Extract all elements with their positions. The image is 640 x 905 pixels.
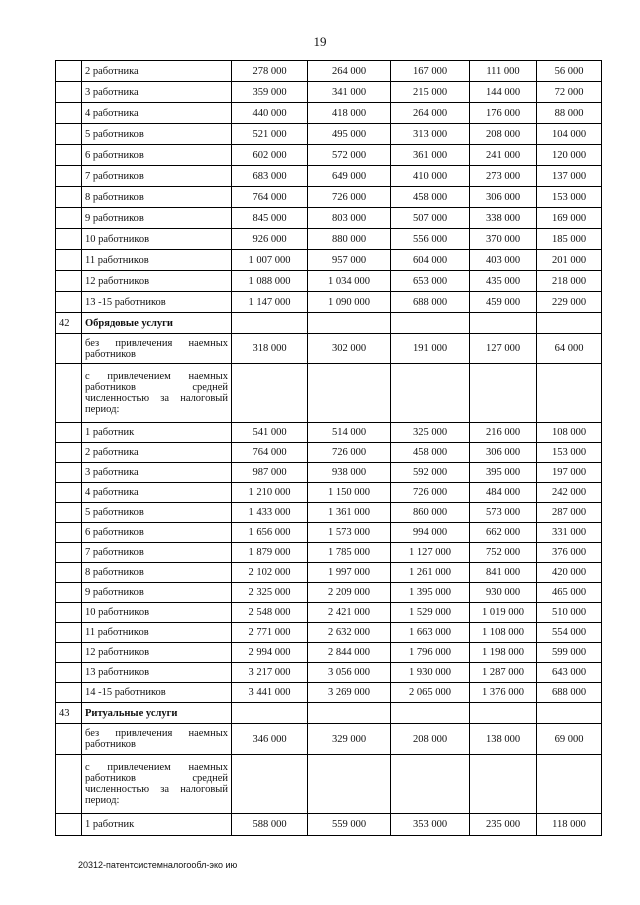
value-cell: 1 529 000 [391,603,470,623]
value-cell: 153 000 [537,187,602,208]
value-cell: 559 000 [308,814,391,836]
row-label-cell: без привлечения наемных работников [82,334,232,364]
table-row [56,61,602,82]
table-row [56,145,602,166]
value-cell: 926 000 [232,229,308,250]
value-cell: 1 127 000 [391,543,470,563]
table-row [56,443,602,463]
value-cell: 930 000 [470,583,537,603]
value-cell: 169 000 [537,208,602,229]
value-cell: 458 000 [391,187,470,208]
row-label-cell: 13 -15 работников [82,292,232,313]
value-cell: 510 000 [537,603,602,623]
value-cell: 726 000 [391,483,470,503]
value-cell [391,364,470,423]
row-label-cell: 3 работника [82,82,232,103]
row-label-cell: 6 работников [82,523,232,543]
value-cell: 2 632 000 [308,623,391,643]
row-number-cell [56,61,82,82]
table-row [56,187,602,208]
row-label-cell: 12 работников [82,643,232,663]
row-number-cell: 42 [56,313,82,334]
row-label-cell: 4 работника [82,483,232,503]
row-label-cell: 9 работников [82,583,232,603]
table-row [56,663,602,683]
value-cell: 341 000 [308,82,391,103]
value-cell: 108 000 [537,423,602,443]
table-row [56,523,602,543]
value-cell: 938 000 [308,463,391,483]
value-cell: 458 000 [391,443,470,463]
value-cell: 957 000 [308,250,391,271]
value-cell: 764 000 [232,443,308,463]
row-label-cell: 2 работника [82,443,232,463]
row-label-cell: 8 работников [82,187,232,208]
value-cell: 370 000 [470,229,537,250]
row-number-cell [56,124,82,145]
value-cell: 1 034 000 [308,271,391,292]
value-cell: 521 000 [232,124,308,145]
value-cell: 208 000 [391,724,470,755]
value-cell: 410 000 [391,166,470,187]
table-row [56,683,602,703]
table-row [56,208,602,229]
row-number-cell [56,724,82,755]
value-cell: 573 000 [470,503,537,523]
row-number-cell [56,292,82,313]
value-cell: 118 000 [537,814,602,836]
value-cell [537,364,602,423]
row-label-cell: 6 работников [82,145,232,166]
table-row [56,229,602,250]
value-cell: 1 361 000 [308,503,391,523]
value-cell [308,703,391,724]
value-cell: 176 000 [470,103,537,124]
value-cell: 1 019 000 [470,603,537,623]
value-cell: 2 102 000 [232,563,308,583]
value-cell [391,703,470,724]
value-cell: 592 000 [391,463,470,483]
value-cell: 56 000 [537,61,602,82]
row-label-cell: 9 работников [82,208,232,229]
value-cell: 346 000 [232,724,308,755]
table-row [56,755,602,814]
value-cell [391,755,470,814]
value-cell: 572 000 [308,145,391,166]
table-row [56,103,602,124]
row-label-cell: без привлечения наемных работников [82,724,232,755]
value-cell: 1 376 000 [470,683,537,703]
value-cell: 338 000 [470,208,537,229]
value-cell: 264 000 [308,61,391,82]
value-cell: 588 000 [232,814,308,836]
value-cell [308,364,391,423]
value-cell: 127 000 [470,334,537,364]
row-number-cell [56,103,82,124]
value-cell: 325 000 [391,423,470,443]
value-cell: 420 000 [537,563,602,583]
value-cell: 2 844 000 [308,643,391,663]
value-cell: 752 000 [470,543,537,563]
value-cell [232,364,308,423]
value-cell: 395 000 [470,463,537,483]
row-number-cell [56,583,82,603]
value-cell [308,755,391,814]
row-label-cell: 1 работник [82,423,232,443]
row-number-cell [56,364,82,423]
value-cell: 273 000 [470,166,537,187]
value-cell: 507 000 [391,208,470,229]
table-row [56,82,602,103]
value-cell: 602 000 [232,145,308,166]
value-cell: 302 000 [308,334,391,364]
value-cell: 1 150 000 [308,483,391,503]
table-row [56,623,602,643]
row-number-cell [56,623,82,643]
row-label-cell: 13 работников [82,663,232,683]
row-number-cell: 43 [56,703,82,724]
row-label-cell: 7 работников [82,543,232,563]
value-cell: 1 088 000 [232,271,308,292]
row-label-cell: 12 работников [82,271,232,292]
row-number-cell [56,683,82,703]
value-cell: 556 000 [391,229,470,250]
value-cell: 88 000 [537,103,602,124]
value-cell: 726 000 [308,187,391,208]
row-number-cell [56,187,82,208]
value-cell: 3 441 000 [232,683,308,703]
value-cell: 216 000 [470,423,537,443]
value-cell: 153 000 [537,443,602,463]
value-cell: 306 000 [470,443,537,463]
value-cell: 1 997 000 [308,563,391,583]
value-cell: 329 000 [308,724,391,755]
row-label-cell: 10 работников [82,229,232,250]
value-cell: 643 000 [537,663,602,683]
value-cell: 1 395 000 [391,583,470,603]
value-cell [232,313,308,334]
value-cell: 278 000 [232,61,308,82]
value-cell: 2 065 000 [391,683,470,703]
value-cell: 1 930 000 [391,663,470,683]
row-number-cell [56,229,82,250]
value-cell: 599 000 [537,643,602,663]
value-cell: 264 000 [391,103,470,124]
value-cell: 465 000 [537,583,602,603]
table-body [56,61,602,836]
value-cell: 2 421 000 [308,603,391,623]
value-cell: 353 000 [391,814,470,836]
value-cell: 554 000 [537,623,602,643]
value-cell: 331 000 [537,523,602,543]
value-cell: 662 000 [470,523,537,543]
value-cell: 313 000 [391,124,470,145]
value-cell: 104 000 [537,124,602,145]
value-cell: 3 217 000 [232,663,308,683]
row-number-cell [56,643,82,663]
value-cell: 1 007 000 [232,250,308,271]
value-cell: 845 000 [232,208,308,229]
value-cell: 1 879 000 [232,543,308,563]
value-cell [391,313,470,334]
value-cell: 418 000 [308,103,391,124]
value-cell: 287 000 [537,503,602,523]
value-cell: 185 000 [537,229,602,250]
value-cell: 1 433 000 [232,503,308,523]
row-number-cell [56,563,82,583]
section-title-cell: Обрядовые услуги [82,313,232,334]
value-cell: 1 796 000 [391,643,470,663]
value-cell: 3 269 000 [308,683,391,703]
value-cell: 229 000 [537,292,602,313]
row-number-cell [56,271,82,292]
value-cell [470,313,537,334]
row-label-cell: 5 работников [82,503,232,523]
tax-rates-table [55,60,602,836]
value-cell [470,755,537,814]
row-label-cell: 3 работника [82,463,232,483]
value-cell: 514 000 [308,423,391,443]
value-cell: 2 548 000 [232,603,308,623]
value-cell: 1 090 000 [308,292,391,313]
table-row [56,603,602,623]
value-cell: 541 000 [232,423,308,443]
value-cell [537,755,602,814]
table-row [56,313,602,334]
table-row [56,463,602,483]
row-label-cell: 8 работников [82,563,232,583]
table-row [56,166,602,187]
value-cell: 218 000 [537,271,602,292]
value-cell [470,364,537,423]
section-title-cell: Ритуальные услуги [82,703,232,724]
value-cell [537,703,602,724]
value-cell: 306 000 [470,187,537,208]
value-cell [470,703,537,724]
table-row [56,724,602,755]
table-row [56,503,602,523]
row-label-cell: 10 работников [82,603,232,623]
value-cell: 860 000 [391,503,470,523]
row-label-cell: 1 работник [82,814,232,836]
value-cell: 841 000 [470,563,537,583]
table-row [56,364,602,423]
value-cell: 803 000 [308,208,391,229]
value-cell: 403 000 [470,250,537,271]
value-cell: 242 000 [537,483,602,503]
table-row [56,563,602,583]
value-cell: 120 000 [537,145,602,166]
value-cell: 1 656 000 [232,523,308,543]
value-cell: 1 210 000 [232,483,308,503]
value-cell: 167 000 [391,61,470,82]
value-cell: 215 000 [391,82,470,103]
value-cell: 1 198 000 [470,643,537,663]
row-label-cell: с привлечением наемных работников средней численностью за налоговый период: [82,755,232,814]
row-label-cell: 5 работников [82,124,232,145]
table-row [56,124,602,145]
value-cell: 361 000 [391,145,470,166]
value-cell: 208 000 [470,124,537,145]
value-cell: 2 325 000 [232,583,308,603]
value-cell: 604 000 [391,250,470,271]
row-number-cell [56,208,82,229]
value-cell: 495 000 [308,124,391,145]
value-cell [232,703,308,724]
value-cell: 653 000 [391,271,470,292]
value-cell: 726 000 [308,443,391,463]
row-label-cell: 4 работника [82,103,232,124]
row-label-cell: 14 -15 работников [82,683,232,703]
table-row [56,292,602,313]
value-cell: 201 000 [537,250,602,271]
value-cell: 459 000 [470,292,537,313]
row-number-cell [56,503,82,523]
value-cell: 994 000 [391,523,470,543]
row-number-cell [56,523,82,543]
row-label-cell: с привлечением наемных работников средней численностью за налоговый период: [82,364,232,423]
row-label-cell: 7 работников [82,166,232,187]
value-cell: 191 000 [391,334,470,364]
value-cell: 1 573 000 [308,523,391,543]
value-cell: 64 000 [537,334,602,364]
table-row [56,643,602,663]
row-number-cell [56,755,82,814]
value-cell: 440 000 [232,103,308,124]
row-number-cell [56,166,82,187]
value-cell: 688 000 [537,683,602,703]
value-cell: 197 000 [537,463,602,483]
page-number: 19 [313,34,327,49]
value-cell: 1 261 000 [391,563,470,583]
row-label-cell: 2 работника [82,61,232,82]
value-cell: 683 000 [232,166,308,187]
row-number-cell [56,483,82,503]
table-row [56,543,602,563]
table-row [56,250,602,271]
value-cell: 987 000 [232,463,308,483]
row-number-cell [56,82,82,103]
row-number-cell [56,663,82,683]
row-number-cell [56,603,82,623]
value-cell: 688 000 [391,292,470,313]
value-cell: 235 000 [470,814,537,836]
value-cell: 2 994 000 [232,643,308,663]
value-cell: 1 663 000 [391,623,470,643]
row-number-cell [56,250,82,271]
value-cell: 435 000 [470,271,537,292]
value-cell: 241 000 [470,145,537,166]
row-number-cell [56,443,82,463]
document-footer: 20312-патентсистемналогообл-эко ию [78,860,238,870]
row-label-cell: 11 работников [82,623,232,643]
value-cell: 764 000 [232,187,308,208]
value-cell: 649 000 [308,166,391,187]
table-row [56,703,602,724]
table-row [56,483,602,503]
value-cell: 880 000 [308,229,391,250]
row-number-cell [56,463,82,483]
row-label-cell: 11 работников [82,250,232,271]
row-number-cell [56,423,82,443]
value-cell: 359 000 [232,82,308,103]
value-cell: 318 000 [232,334,308,364]
value-cell: 2 771 000 [232,623,308,643]
value-cell: 72 000 [537,82,602,103]
value-cell: 1 785 000 [308,543,391,563]
value-cell [537,313,602,334]
table-row [56,423,602,443]
value-cell: 111 000 [470,61,537,82]
value-cell [308,313,391,334]
value-cell: 1 147 000 [232,292,308,313]
table-row [56,814,602,836]
value-cell: 1 287 000 [470,663,537,683]
row-number-cell [56,543,82,563]
table-row [56,583,602,603]
value-cell: 3 056 000 [308,663,391,683]
row-number-cell [56,814,82,836]
table-row [56,334,602,364]
row-number-cell [56,145,82,166]
value-cell: 1 108 000 [470,623,537,643]
value-cell: 69 000 [537,724,602,755]
value-cell: 484 000 [470,483,537,503]
value-cell: 137 000 [537,166,602,187]
value-cell: 376 000 [537,543,602,563]
value-cell: 2 209 000 [308,583,391,603]
value-cell: 138 000 [470,724,537,755]
value-cell: 144 000 [470,82,537,103]
value-cell [232,755,308,814]
table-row [56,271,602,292]
row-number-cell [56,334,82,364]
